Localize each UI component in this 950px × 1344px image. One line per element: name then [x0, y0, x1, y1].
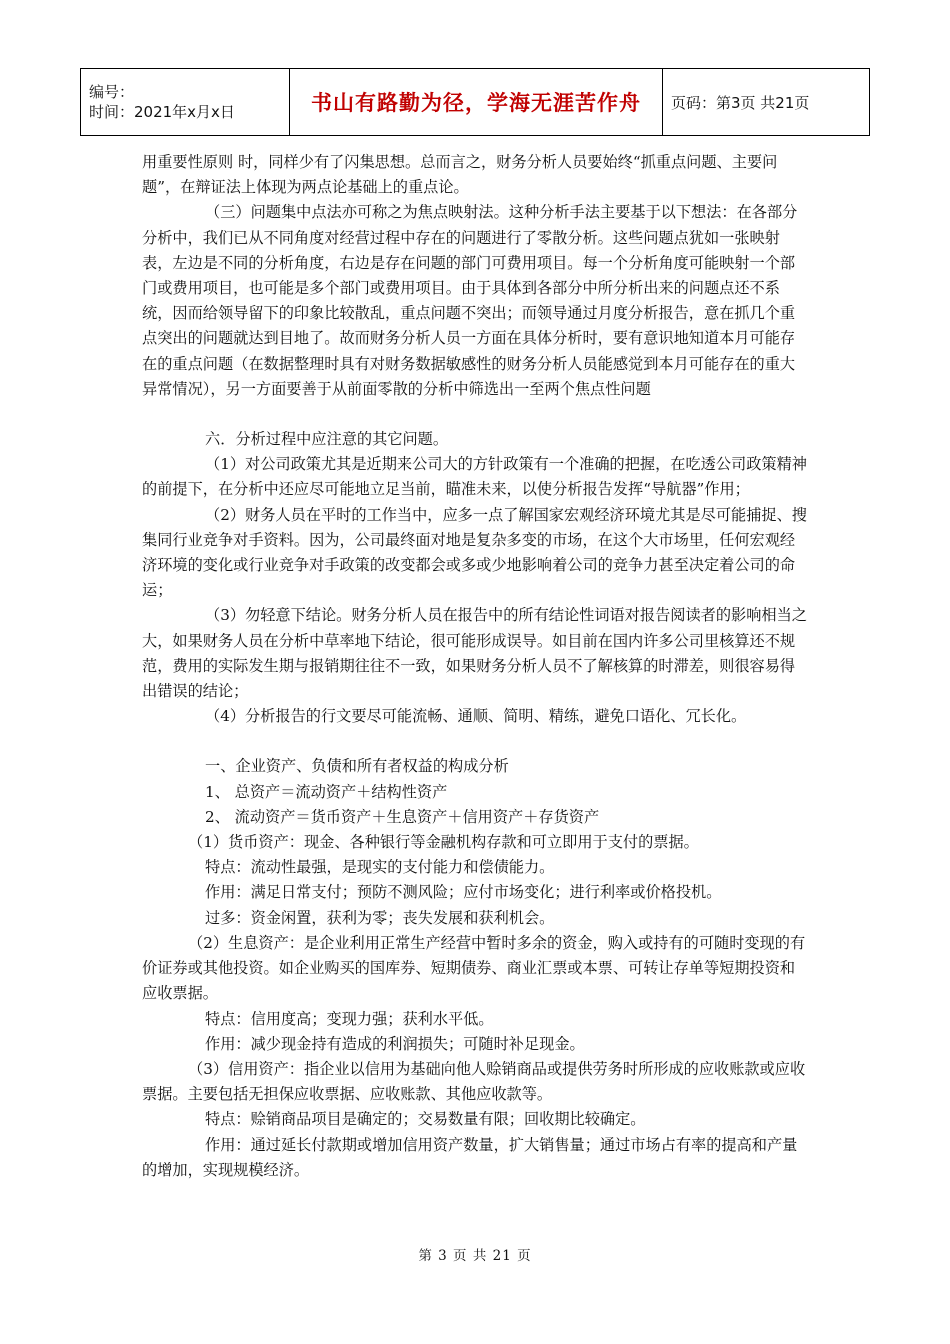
paragraph: （1）对公司政策尤其是近期来公司大的方针政策有一个准确的把握，在吃透公司政策精神的前提下，在分析中还应尽可能地立足当前，瞄准未来，以使分析报告发挥“导航器”作用； — [142, 455, 807, 499]
paragraph: 作用：通过延长付款期或增加信用资产数量，扩大销售量；通过市场占有率的提高和产量的增加，实现规模经济。 — [142, 1135, 798, 1179]
page-footer: 第 3 页 共 21 页 — [418, 1248, 532, 1264]
document-header — [80, 68, 870, 136]
blank-line — [142, 402, 808, 427]
blank-line — [142, 729, 808, 754]
section-heading: 一、企业资产、负债和所有者权益的构成分析 — [205, 757, 509, 776]
list-item: 1、 总资产＝流动资产＋结构性资产 — [205, 782, 448, 801]
header-page-info: 页码：第3页 共21页 — [663, 69, 870, 136]
paragraph: （3）勿轻意下结论。财务分析人员在报告中的所有结论性词语对报告阅读者的影响相当之大，如果财务人员在分析中草率地下结论，很可能形成误导。如目前在国内许多公司里核算还不规范，费用的实际发生期与报销期往往不一致，如果财务分析人员不了解核算的时滞差，则很容易得出错误的结论； — [142, 606, 807, 701]
paragraph: （三）问题集中点法亦可称之为焦点映射法。这种分析手法主要基于以下想法：在各部分分析中，我们已从不同角度对经营过程中存在的问题进行了零散分析。这些问题点犹如一张映射表，左边是不同的分析角度，右边是存在问题的部门可费用项目。每一个分析角度可能映射一个部门或费用项目，也可能是多个部门或费用项目。由于具体到各部分中所分析出来的问题点还不系统，因而给领导留下的印象比较散乱，重点问题不突出；而领导通过月度分析报告，意在抓几个重点突出的问题就达到目地了。故而财务分析人员一方面在具体分析时，要有意识地知道本月可能存在的重点问题（在数据整理时具有对财务数据敏感性的财务分析人员能感觉到本月可能存在的重大异常情况），另一方面要善于从前面零散的分析中筛选出一至两个焦点性问题 — [142, 203, 798, 398]
header-motto: 书山有路勤为径，学海无涯苦作舟 — [290, 69, 663, 136]
paragraph: 用重要性原则 时，同样少有了闪集思想。总而言之，财务分析人员要始终“抓重点问题、主要问题”，在辩证法上体现为两点论基础上的重点论。 — [142, 153, 778, 197]
list-item: 2、 流动资产＝货币资产＋生息资产＋信用资产＋存货资产 — [205, 807, 600, 826]
paragraph: （1）货币资产：现金、各种银行等金融机构存款和可立即用于支付的票据。 — [188, 833, 699, 852]
paragraph: 特点：流动性最强，是现实的支付能力和偿债能力。 — [205, 858, 555, 877]
paragraph: 过多：资金闲置，获利为零；丧失发展和获利机会。 — [205, 908, 555, 927]
paragraph: 特点：信用度高；变现力强；获利水平低。 — [205, 1009, 494, 1028]
paragraph: （4）分析报告的行文要尽可能流畅、通顺、简明、精练，避免口语化、冗长化。 — [205, 707, 747, 726]
header-meta-cell — [81, 69, 290, 136]
document-body — [142, 150, 808, 1183]
paragraph: 特点：赊销商品项目是确定的；交易数量有限；回收期比较确定。 — [205, 1110, 646, 1129]
paragraph: （3）信用资产：指企业以信用为基础向他人赊销商品或提供劳务时所形成的应收账款或应收票据。主要包括无担保应收票据、应收账款、其他应收款等。 — [142, 1059, 806, 1104]
document-code-label: 编号： — [89, 83, 135, 101]
paragraph: 作用：满足日常支付；预防不测风险；应付市场变化；进行利率或价格投机。 — [205, 883, 722, 902]
paragraph: （2）财务人员在平时的工作当中，应多一点了解国家宏观经济环境尤其是尽可能捕捉、搜集同行业竞争对手资料。因为，公司最终面对地是复杂多变的市场，在这个大市场里，任何宏观经济环境的变化或行业竞争对手政策的改变都会或多或少地影响着公司的竞争力甚至决定着公司的命运； — [142, 505, 807, 600]
section-heading: 六．分析过程中应注意的其它问题。 — [205, 430, 448, 449]
paragraph: 作用：减少现金持有造成的利润损失；可随时补足现金。 — [205, 1034, 585, 1053]
paragraph: （2）生息资产：是企业利用正常生产经营中暂时多余的资金，购入或持有的可随时变现的有价证券或其他投资。如企业购买的国库券、短期债券、商业汇票或本票、可转让存单等短期投资和应收票据。 — [142, 933, 806, 1003]
document-time-label: 时间：2021年x月x日 — [89, 103, 235, 121]
